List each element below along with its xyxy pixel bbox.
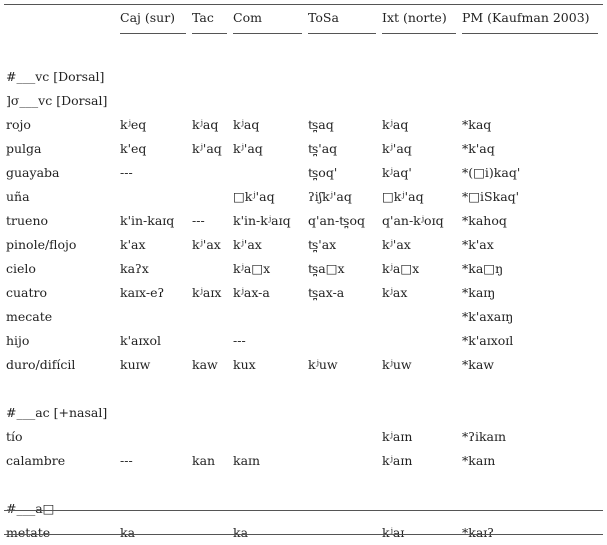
table-cell: *□iSkaq' bbox=[462, 189, 520, 204]
table-cell: ʦ̪ax-a bbox=[308, 285, 345, 300]
table-cell: *k'axaɪŋ bbox=[462, 309, 514, 324]
section-label: #___vc [Dorsal] bbox=[6, 69, 105, 84]
gloss-cell: pulga bbox=[6, 141, 42, 156]
table-cell: kʲaq' bbox=[382, 165, 412, 180]
gloss-cell: guayaba bbox=[6, 165, 60, 180]
table-cell: k'ax bbox=[120, 237, 146, 252]
table-cell: kʲ'aq bbox=[382, 141, 412, 156]
table-cell: *kaɪŋ bbox=[462, 285, 496, 300]
gloss-cell: metate bbox=[6, 525, 51, 540]
table-cell: □kʲ'aq bbox=[382, 189, 424, 204]
table-cell: kʲ'aq bbox=[192, 141, 222, 156]
table-cell: kʲaɪx bbox=[192, 285, 222, 300]
section-label: ]σ___vc [Dorsal] bbox=[6, 93, 108, 108]
gloss-cell: hijo bbox=[6, 333, 30, 348]
table-cell: kʲ'aq bbox=[233, 141, 263, 156]
table-cell: ka bbox=[233, 525, 249, 540]
table-cell: k'eq bbox=[120, 141, 147, 156]
table-cell: kan bbox=[192, 453, 216, 468]
spacer-row bbox=[4, 41, 603, 65]
section-label: #___ac [+nasal] bbox=[6, 405, 108, 420]
table-row bbox=[4, 257, 603, 281]
header-cell: Tac bbox=[192, 10, 214, 25]
table-row bbox=[4, 305, 603, 329]
table-cell: *k'ax bbox=[462, 237, 494, 252]
header-cell: Com bbox=[233, 10, 262, 25]
table-cell: k'aɪxol bbox=[120, 333, 162, 348]
table-row bbox=[4, 425, 603, 449]
section-label: #___a□ bbox=[6, 501, 55, 516]
gloss-cell: trueno bbox=[6, 213, 49, 228]
table-row bbox=[4, 209, 603, 233]
table-cell: kaɪx-eʔ bbox=[120, 285, 165, 300]
table-cell: *kahoq bbox=[462, 213, 507, 228]
gloss-cell: cielo bbox=[6, 261, 36, 276]
table-cell: kʲa□x bbox=[233, 261, 271, 276]
table-cell: kaw bbox=[192, 357, 218, 372]
table-cell: □kʲ'aq bbox=[233, 189, 275, 204]
header-underline bbox=[192, 33, 227, 34]
table-cell: kaʔx bbox=[120, 261, 149, 276]
table-row bbox=[4, 353, 603, 377]
table-row bbox=[4, 137, 603, 161]
table-cell: ʦ̪aq bbox=[308, 117, 334, 132]
section-row bbox=[4, 401, 603, 425]
gloss-cell: pinole/flojo bbox=[6, 237, 77, 252]
metate-top-rule bbox=[4, 510, 603, 511]
table-cell: *(□i)kaq' bbox=[462, 165, 521, 180]
header-underline bbox=[120, 33, 186, 34]
table-cell: k'in-kʲaɪq bbox=[233, 213, 291, 228]
header-underline bbox=[462, 33, 598, 34]
table-cell: ʦ̪'ax bbox=[308, 237, 337, 252]
table-cell: k'in-kaɪq bbox=[120, 213, 175, 228]
table-row bbox=[4, 329, 603, 353]
table-cell: kʲaq bbox=[233, 117, 260, 132]
gloss-cell: uña bbox=[6, 189, 30, 204]
gloss-cell: duro/difícil bbox=[6, 357, 76, 372]
table-row bbox=[4, 281, 603, 305]
table-cell: ʦ̪a□x bbox=[308, 261, 345, 276]
table-cell: *kaq bbox=[462, 117, 492, 132]
table-cell: kʲeq bbox=[120, 117, 147, 132]
header-underline bbox=[382, 33, 456, 34]
gloss-cell: tío bbox=[6, 429, 23, 444]
table-cell: *kaɪʔ bbox=[462, 525, 494, 540]
table-cell: kʲax-a bbox=[233, 285, 270, 300]
table-cell: kaɪn bbox=[233, 453, 261, 468]
gloss-cell: calambre bbox=[6, 453, 66, 468]
table-cell: kʲaq bbox=[192, 117, 219, 132]
table-cell: kʲ'ax bbox=[382, 237, 411, 252]
table-row bbox=[4, 161, 603, 185]
table-row bbox=[4, 449, 603, 473]
section-row bbox=[4, 89, 603, 113]
header-cell: PM (Kaufman 2003) bbox=[462, 10, 590, 25]
table-cell: ʦ̪oq' bbox=[308, 165, 338, 180]
header-cell: Caj (sur) bbox=[120, 10, 176, 25]
table-cell: kʲaq bbox=[382, 117, 409, 132]
header-cell: Ixt (norte) bbox=[382, 10, 447, 25]
table-cell: kʲ'ax bbox=[192, 237, 221, 252]
header-cell: ToSa bbox=[308, 10, 339, 25]
table-top-rule bbox=[4, 4, 603, 5]
table-cell: *kaɪn bbox=[462, 453, 496, 468]
table-cell: *ka□ŋ bbox=[462, 261, 504, 276]
table-cell: *k'aɪxoɪl bbox=[462, 333, 514, 348]
table-cell: kux bbox=[233, 357, 256, 372]
table-cell: *k'aq bbox=[462, 141, 495, 156]
table-row bbox=[4, 233, 603, 257]
gloss-cell: cuatro bbox=[6, 285, 48, 300]
spacer-row bbox=[4, 377, 603, 401]
table-cell: q'an-ʦ̪oq bbox=[308, 213, 365, 228]
header-underline bbox=[233, 33, 302, 34]
table-cell: kʲuw bbox=[308, 357, 338, 372]
table-header bbox=[4, 6, 603, 30]
table-row bbox=[4, 521, 603, 545]
table-cell: ʦ̪'aq bbox=[308, 141, 338, 156]
table-cell: *kaw bbox=[462, 357, 494, 372]
table-cell: kʲax bbox=[382, 285, 408, 300]
section-row bbox=[4, 497, 603, 521]
spacer-row bbox=[4, 473, 603, 497]
table-cell: --- bbox=[120, 453, 133, 468]
table-cell: --- bbox=[192, 213, 205, 228]
gloss-cell: rojo bbox=[6, 117, 31, 132]
table-cell: kʲaɪ bbox=[382, 525, 405, 540]
table-cell: kʲaɪn bbox=[382, 453, 413, 468]
table-cell: *ʔikaɪn bbox=[462, 429, 507, 444]
table-cell: kʲa□x bbox=[382, 261, 420, 276]
section-row bbox=[4, 65, 603, 89]
table-cell: kʲuw bbox=[382, 357, 412, 372]
table-row bbox=[4, 113, 603, 137]
table-cell: --- bbox=[233, 333, 246, 348]
table-row bbox=[4, 185, 603, 209]
table-cell: ka bbox=[120, 525, 136, 540]
table-bottom-rule bbox=[4, 534, 603, 535]
table-cell: kuɪw bbox=[120, 357, 151, 372]
table-cell: kʲaɪn bbox=[382, 429, 413, 444]
gloss-cell: mecate bbox=[6, 309, 53, 324]
table-cell: --- bbox=[120, 165, 133, 180]
table-cell: q'an-kʲoɪq bbox=[382, 213, 444, 228]
table-cell: ʔiʃkʲ'aq bbox=[308, 189, 352, 204]
table-cell: kʲ'ax bbox=[233, 237, 262, 252]
header-underline bbox=[308, 33, 376, 34]
